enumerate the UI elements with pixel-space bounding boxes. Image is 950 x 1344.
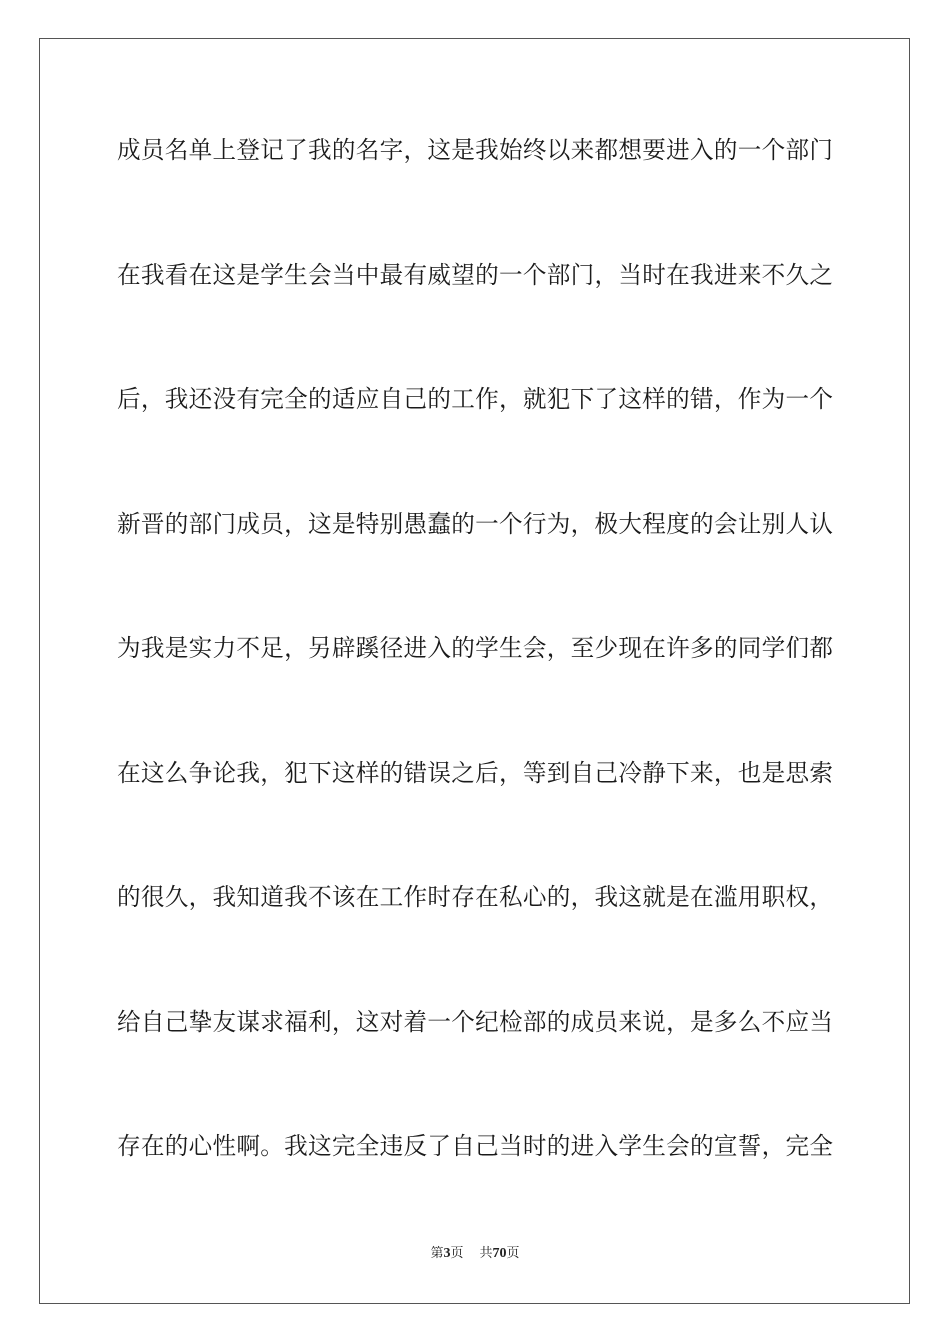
page-suffix: 页 [450,1246,464,1261]
text-line: 在这么争论我，犯下这样的错误之后，等到自己冷静下来，也是思索 [117,759,833,787]
text-line: 的很久，我知道我不该在工作时存在私心的，我这就是在滥用职权， [117,883,833,911]
text-line: 存在的心性啊。我这完全违反了自己当时的进入学生会的宣誓，完全 [117,1132,833,1160]
text-line: 给自己挚友谋求福利，这对着一个纪检部的成员来说，是多么不应当 [117,1008,833,1036]
text-line: 在我看在这是学生会当中最有威望的一个部门，当时在我进来不久之 [117,261,833,289]
text-line: 为我是实力不足，另辟蹊径进入的学生会，至少现在许多的同学们都 [117,634,833,662]
text-line: 后，我还没有完全的适应自己的工作，就犯下了这样的错，作为一个 [117,385,833,413]
total-suffix: 页 [506,1246,520,1261]
page-number: 3 [443,1246,451,1261]
text-line: 成员名单上登记了我的名字，这是我始终以来都想要进入的一个部门 [117,136,833,164]
total-prefix: 共 [479,1246,493,1261]
text-line: 新晋的部门成员，这是特别愚蠢的一个行为，极大程度的会让别人认 [117,510,833,538]
total-pages: 70 [492,1246,507,1261]
page-prefix: 第 [430,1246,444,1261]
page-footer [0,1245,950,1263]
